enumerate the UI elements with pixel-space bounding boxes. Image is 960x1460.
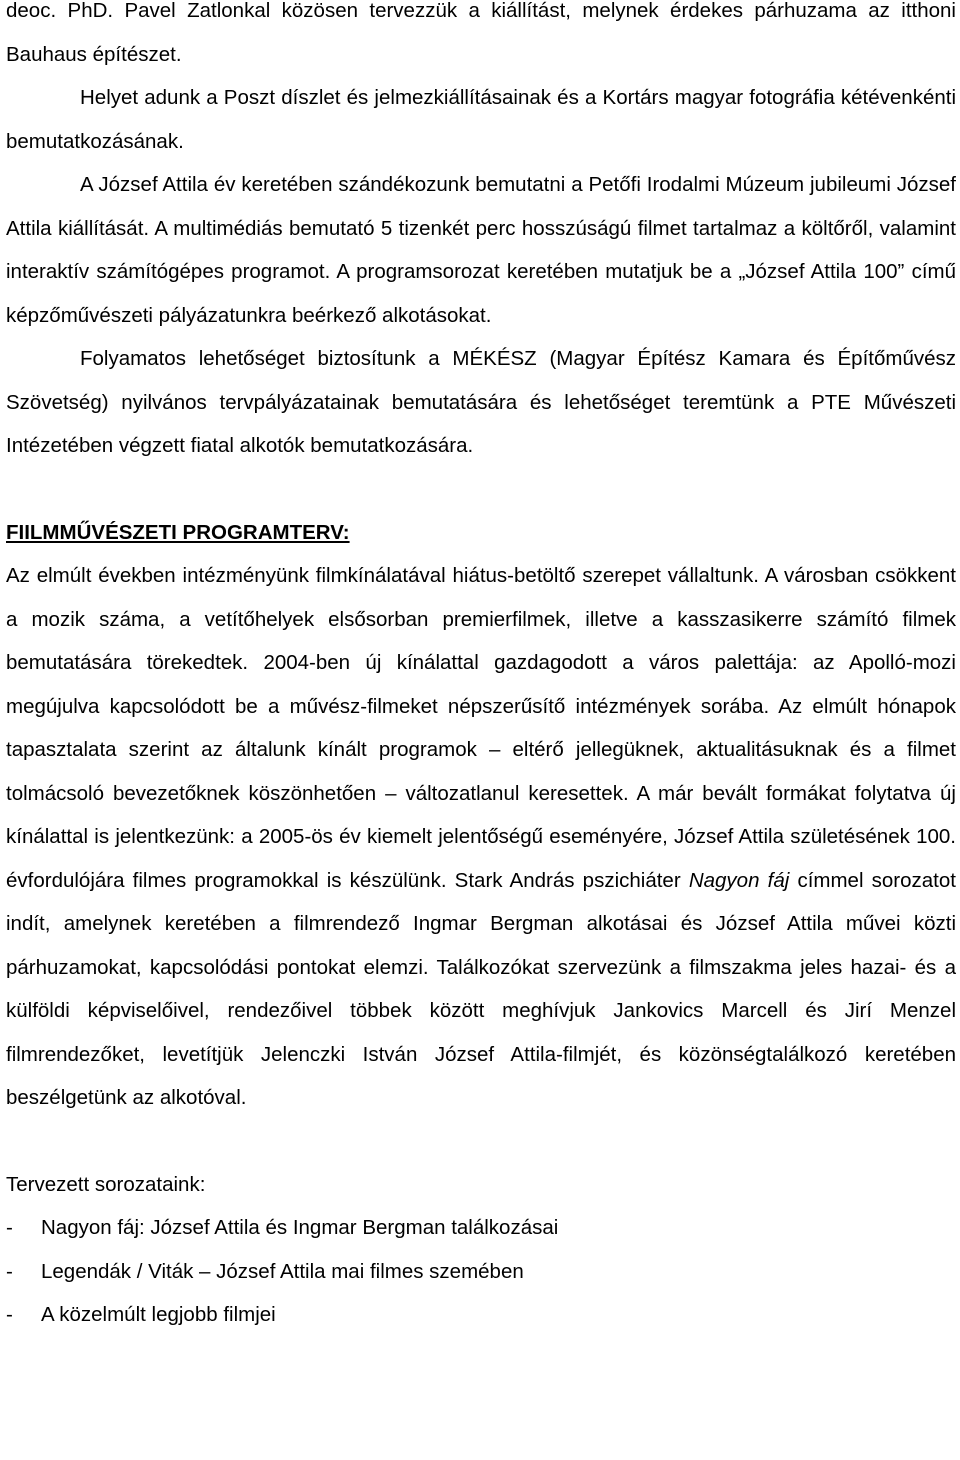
list-item bbox=[6, 1293, 956, 1337]
planned-series-title: Tervezett sorozataink: bbox=[6, 1172, 206, 1196]
planned-series-list bbox=[6, 1206, 956, 1337]
list-item-text: A közelmúlt legjobb filmjei bbox=[41, 1303, 276, 1326]
list-item bbox=[6, 1250, 956, 1294]
section-heading-film-program: FIILMMŰVÉSZETI PROGRAMTERV: bbox=[6, 520, 350, 544]
paragraph-poszt-exhibitions: Helyet adunk a Poszt díszlet és jelmezkiállításainak és a Kortárs magyar fotográfia kétévenkénti bemutatkozásának. bbox=[6, 86, 956, 153]
paragraph-film-program bbox=[6, 554, 956, 1120]
film-text-part-1: Az elmúlt években intézményünk filmkínálatával hiátus-betöltő szerepet vállaltunk. A városban csökkent a mozik száma, a vetítőhelyek elsősorban premierfilmek, illetve a kasszasikerre számító filmek bemutatására törekedtek. 2004-ben új kínálattal gazdagodott a város palettája: az Apolló-mozi megújulva kapcsolódott be a művész-filmeket népszerűsítő intézmények sorába. Az elmúlt hónapok tapasztalata szerint az általunk kínált programok – eltérő jellegüknek, aktualitásuknak és a filmet tolmácsoló bevezetőknek köszönhetően – változatlanul keresettek. A már bevált formákat folytatva új kínálattal is jelentkezünk: a 2005-ös év kiemelt jelentőségű eseményére, József Attila születésének 100. évfordulójára filmes programokkal is készülünk. Stark András pszichiáter bbox=[6, 564, 956, 892]
list-dash: - bbox=[6, 1259, 13, 1283]
paragraph-jozsef-attila-exhibition: A József Attila év keretében szándékozunk bemutatni a Petőfi Irodalmi Múzeum jubileumi József Attila kiállítását. A multimédiás bemutató 5 tizenkét perc hosszúságú filmet tartalmaz a költőről, valamint interaktív számítógépes programot. A programsorozat keretében mutatjuk be a „József Attila 100” című képzőművészeti pályázatunkra beérkező alkotásokat. bbox=[6, 173, 956, 327]
list-item-text: Legendák / Viták – József Attila mai filmes szemében bbox=[41, 1259, 524, 1283]
film-series-title-italic: Nagyon fáj bbox=[688, 868, 790, 892]
list-item bbox=[6, 1206, 956, 1250]
paragraph-exhibition-intro: deoc. PhD. Pavel Zatlonkal közösen tervezzük a kiállítást, melynek érdekes párhuzama az itthoni Bauhaus építészet. bbox=[6, 0, 956, 66]
list-dash: - bbox=[6, 1216, 13, 1239]
list-item-text: Nagyon fáj: József Attila és Ingmar Bergman találkozásai bbox=[41, 1216, 559, 1239]
paragraph-mekesz: Folyamatos lehetőséget biztosítunk a MÉKÉSZ (Magyar Építész Kamara és Építőművész Szövetség) nyilvános tervpályázatainak bemutatására és lehetőséget teremtünk a PTE Művészeti Intézetében végzett fiatal alkotók bemutatkozására. bbox=[6, 347, 956, 457]
document-page bbox=[6, 0, 956, 1337]
list-dash: - bbox=[6, 1303, 13, 1326]
film-text-part-2: címmel sorozatot indít, amelynek keretében a filmrendező Ingmar Bergman alkotásai és József Attila művei közti párhuzamokat, kapcsolódási pontokat elemzi. Találkozókat szervezünk a filmszakma jeles hazai- és a külföldi képviselőivel, rendezőivel többek között meghívjuk Jankovics Marcell és Jirí Menzel filmrendezőket, levetítjük Jelenczki István József Attila-filmjét, és közönségtalálkozó keretében beszélgetünk az alkotóval. bbox=[6, 868, 956, 1109]
